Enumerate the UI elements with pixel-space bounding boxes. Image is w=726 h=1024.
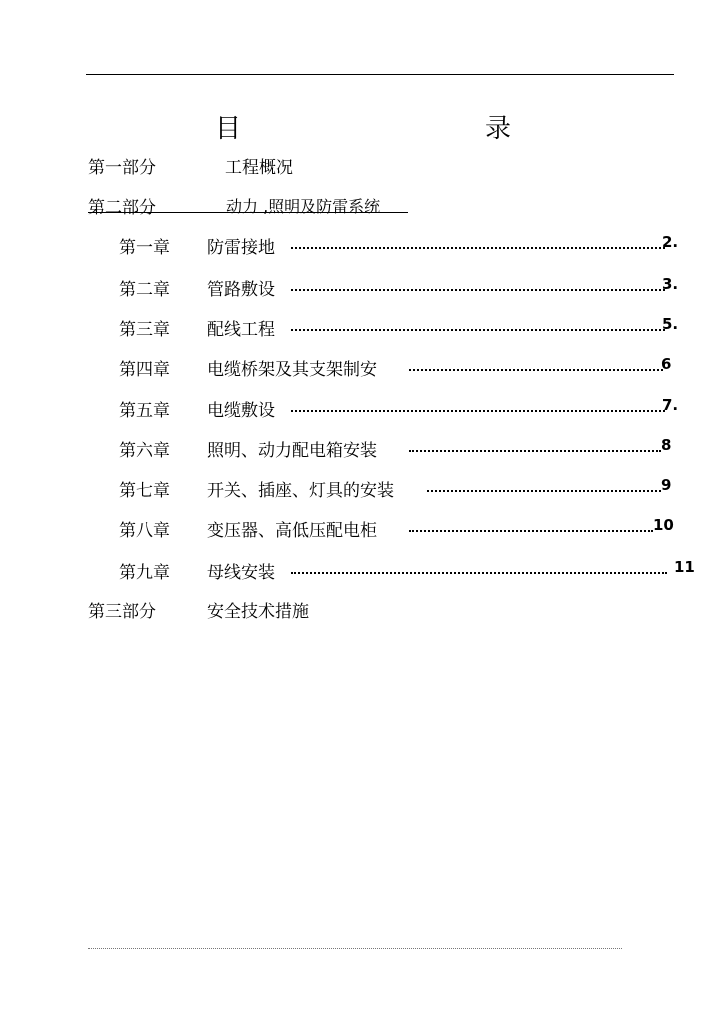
chapter-title: 母线安装: [207, 563, 275, 583]
page-number: 2.: [662, 233, 679, 251]
toc-entry[interactable]: [119, 233, 689, 258]
chapter-title: 电缆敷设: [207, 401, 275, 421]
page-number: 10: [653, 516, 674, 534]
part-title: 工程概况: [225, 158, 293, 178]
page-title: 目 录: [214, 114, 575, 144]
chapter-title: 配线工程: [207, 320, 275, 340]
chapter-number: 第七章: [119, 481, 170, 501]
page-number: 8: [661, 436, 672, 454]
part-2-underline: [88, 212, 408, 213]
header-rule: [86, 74, 674, 75]
dot-leader: [291, 572, 667, 574]
chapter-number: 第六章: [119, 441, 170, 461]
chapter-title: 防雷接地: [207, 238, 275, 258]
dot-leader: [291, 410, 665, 412]
chapter-number: 第一章: [119, 238, 170, 258]
page-number: 5.: [662, 315, 679, 333]
toc-entry[interactable]: [119, 436, 689, 461]
page-number: 3.: [662, 275, 679, 293]
dot-leader: [409, 530, 653, 532]
page-number: 7.: [662, 396, 679, 414]
toc-entry[interactable]: [119, 558, 699, 583]
toc-entry[interactable]: [119, 355, 689, 380]
chapter-number: 第五章: [119, 401, 170, 421]
dot-leader: [409, 450, 661, 452]
chapter-title: 照明、动力配电箱安装: [207, 441, 377, 461]
chapter-number: 第九章: [119, 563, 170, 583]
chapter-number: 第二章: [119, 280, 170, 300]
part-number: 第三部分: [88, 602, 156, 622]
chapter-title: 变压器、高低压配电柜: [207, 521, 377, 541]
chapter-number: 第四章: [119, 360, 170, 380]
page-number: 6: [661, 355, 672, 373]
part-number: 第二部分: [88, 198, 156, 218]
chapter-title: 开关、插座、灯具的安装: [207, 481, 394, 501]
toc-entry[interactable]: [119, 315, 689, 340]
part-number: 第一部分: [88, 158, 156, 178]
footer-rule: [88, 948, 622, 949]
chapter-title: 电缆桥架及其支架制安: [207, 360, 377, 380]
chapter-number: 第八章: [119, 521, 170, 541]
dot-leader: [427, 490, 661, 492]
part-title: 安全技术措施: [207, 602, 309, 622]
toc-entry[interactable]: [119, 396, 689, 421]
chapter-title: 管路敷设: [207, 280, 275, 300]
toc-entry[interactable]: [119, 275, 689, 300]
toc-entry[interactable]: [119, 476, 689, 501]
part-title: 动力 ,照明及防雷系统: [226, 197, 381, 216]
dot-leader: [291, 329, 665, 331]
page-number: 11: [674, 558, 695, 576]
page-number: 9: [661, 476, 672, 494]
dot-leader: [409, 369, 663, 371]
toc-entry[interactable]: [119, 516, 689, 541]
chapter-number: 第三章: [119, 320, 170, 340]
dot-leader: [291, 247, 665, 249]
dot-leader: [291, 289, 665, 291]
